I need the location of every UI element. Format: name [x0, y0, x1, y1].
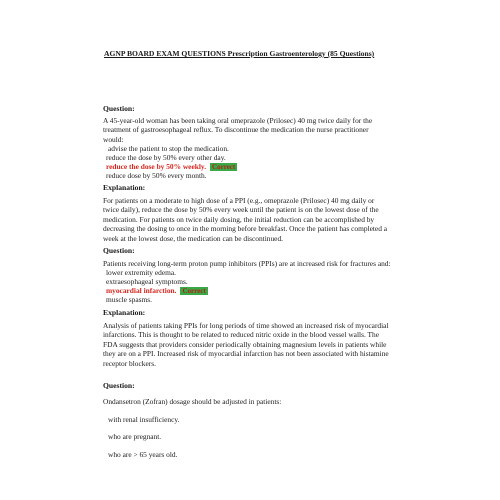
explanation-line: For patients on a moderate to high dose of a PPI (e.g., omeprazole (Prilosec) 40 mg daily or [103, 196, 375, 205]
question-1-explanation-heading: Explanation: [103, 183, 146, 192]
question-3-stem [103, 397, 403, 406]
explanation-line: receptor blockers. [103, 358, 156, 368]
question-3-heading: Question: [103, 381, 135, 390]
question-1-stem-line: A 45-year-old woman has been taking oral omeprazole (Prilosec) 40 mg twice daily for the [103, 116, 373, 125]
question-2-stem [103, 259, 403, 268]
question-2-explanation-heading: Explanation: [103, 308, 146, 317]
correct-badge: Correct [182, 287, 206, 295]
explanation-line: week at the lowest dose, the medication can be discontinued. [103, 233, 283, 243]
question-2-heading: Question: [103, 246, 135, 255]
question-1-stem-line: would: [103, 134, 124, 144]
question-1-explanation [103, 196, 403, 243]
question-1-option-d: reduce dose by 50% every month. [106, 171, 207, 180]
document-title: AGNP BOARD EXAM QUESTIONS Prescription Gastroenterology (85 Questions) [104, 49, 375, 58]
question-2-stem-line: Patients receiving long-term proton pump inhibitors (PPIs) are at increased risk for fractures and: [103, 259, 391, 268]
explanation-line: decreasing the dosing to once in the morning before breakfast. Once the patient has completed a [103, 224, 388, 234]
question-1-stem-line: treatment of gastroesophageal reflux. To discontinue the medication the nurse practitioner [103, 125, 369, 135]
question-2-option-c [106, 286, 208, 295]
question-2-option-a: lower extremity edema. [106, 268, 176, 277]
question-1-option-c [106, 162, 237, 171]
question-1-option-b: reduce the dose by 50% every other day. [106, 153, 226, 162]
question-2-option-b: extraesophageal symptoms. [106, 277, 188, 286]
question-1-heading: Question: [103, 104, 135, 113]
question-1-option-c-text: reduce the dose by 50% weekly. [106, 162, 207, 171]
question-3-option-b: who are pregnant. [108, 432, 162, 441]
question-2-option-d: muscle spasms. [106, 295, 152, 304]
explanation-line: twice daily), reduce the dose by 50% every week until the patient is on the lowest dose of the [103, 205, 379, 215]
explanation-line: FDA suggests that providers consider periodically obtaining magnesium levels in patients while [103, 339, 387, 349]
explanation-line: medication. For patients on twice daily dosing, the initial reduction can be accomplished by [103, 214, 375, 224]
explanation-line: infarctions. This is thought to be related to reduced nitric oxide in the blood vessel walls. The [103, 330, 379, 340]
question-1-stem [103, 116, 403, 144]
question-3-stem-line: Ondansetron (Zofran) dosage should be adjusted in patients: [103, 397, 282, 406]
question-2-option-c-text: myocardial infarction. [106, 286, 177, 295]
question-3-option-a: with renal insufficiency. [108, 415, 180, 424]
explanation-line: they are on a PPI. Increased risk of myocardial infarction has not been associated with histamine [103, 349, 389, 359]
question-3-option-c: who are > 65 years old. [108, 450, 178, 459]
question-2-explanation [103, 321, 403, 368]
question-1-option-a: advise the patient to stop the medication. [108, 144, 229, 153]
correct-badge: Correct [212, 163, 236, 171]
explanation-line: Analysis of patients taking PPIs for long periods of time showed an increased risk of myocardial [103, 321, 389, 330]
